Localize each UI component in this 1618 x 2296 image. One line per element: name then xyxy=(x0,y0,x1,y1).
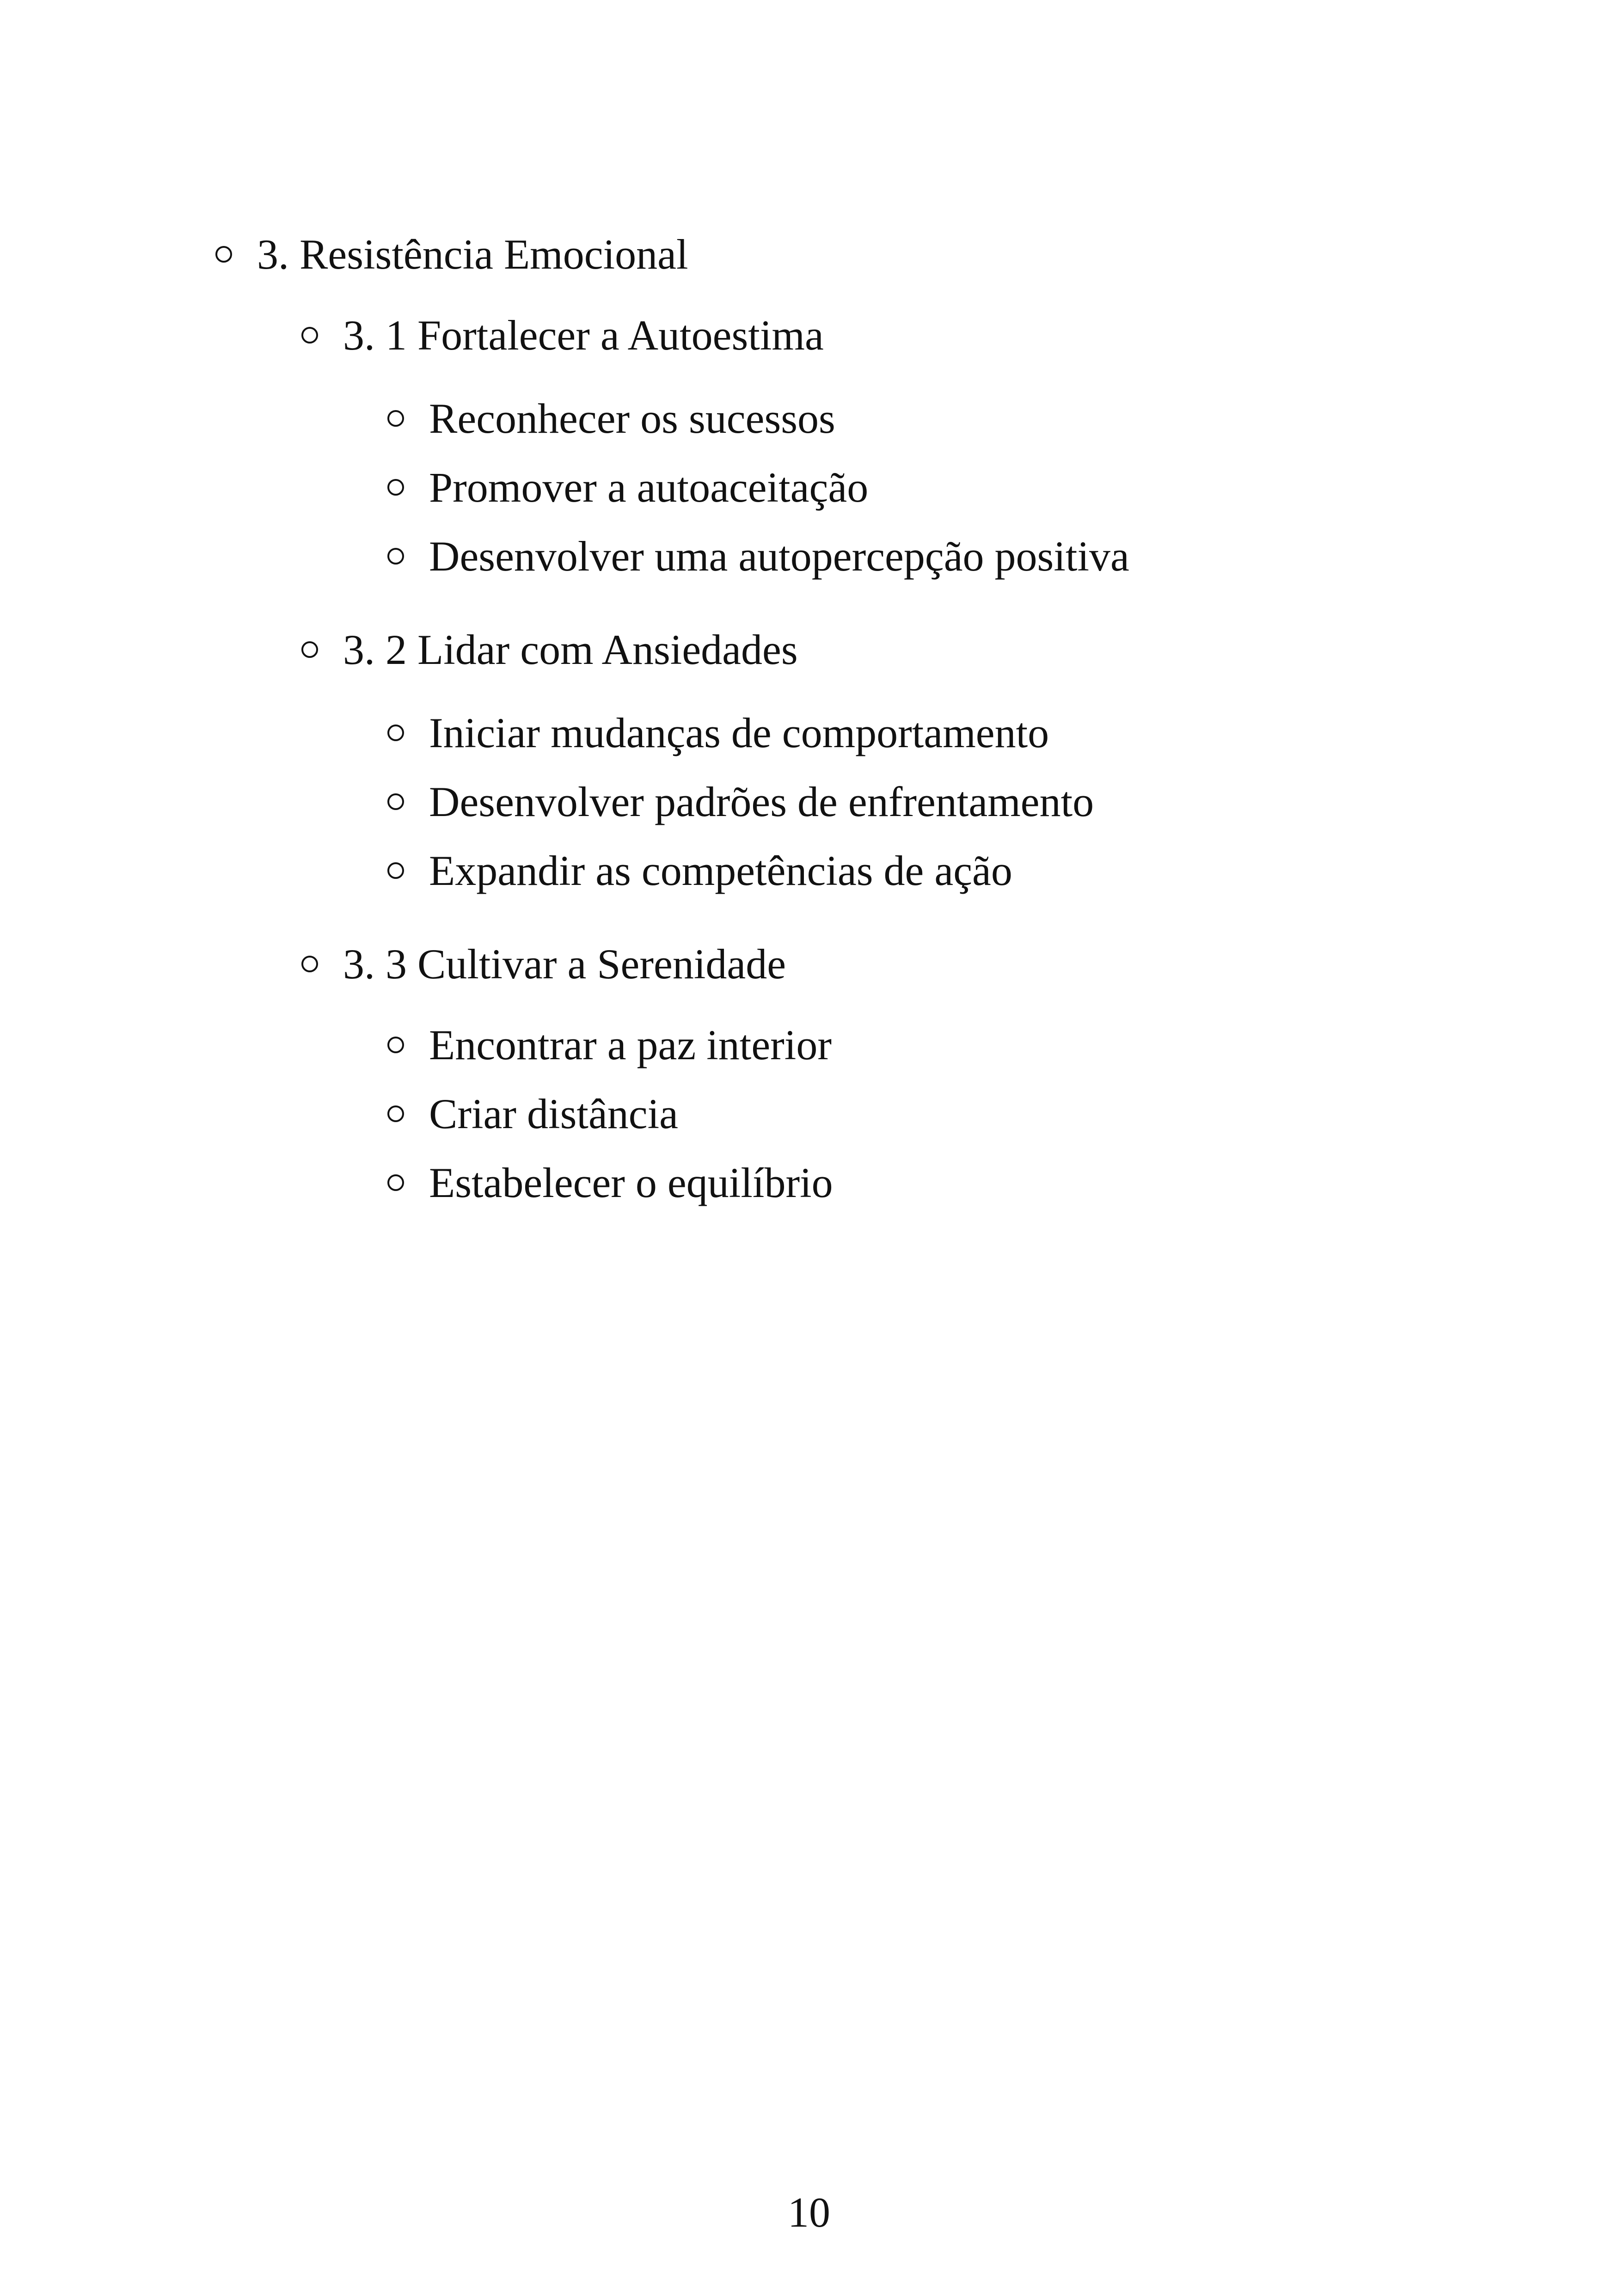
list-item-text: Expandir as competências de ação xyxy=(429,847,1012,894)
circle-bullet-icon xyxy=(387,1037,404,1053)
outline-subsection-item xyxy=(301,307,824,363)
circle-bullet-icon xyxy=(387,1174,404,1191)
circle-bullet-icon xyxy=(387,410,404,427)
circle-bullet-icon xyxy=(301,956,318,972)
outline-list-item xyxy=(387,774,1094,829)
circle-bullet-icon xyxy=(301,641,318,658)
outline-list-item xyxy=(387,528,1129,584)
list-item-text: Desenvolver padrões de enfrentamento xyxy=(429,778,1094,825)
list-item-text: Encontrar a paz interior xyxy=(429,1021,832,1068)
list-item-text: Estabelecer o equilíbrio xyxy=(429,1159,833,1206)
subsection-title: 3. 3 Cultivar a Serenidade xyxy=(343,940,786,988)
outline-list-item xyxy=(387,1017,832,1073)
outline-section-item xyxy=(215,227,688,282)
list-item-text: Criar distância xyxy=(429,1090,679,1137)
circle-bullet-icon xyxy=(387,548,404,565)
circle-bullet-icon xyxy=(301,327,318,344)
subsection-title: 3. 2 Lidar com Ansiedades xyxy=(343,626,798,673)
circle-bullet-icon xyxy=(387,724,404,741)
outline-subsection-item xyxy=(301,622,798,677)
list-item-text: Desenvolver uma autopercepção positiva xyxy=(429,533,1129,580)
outline-subsection-item xyxy=(301,936,786,992)
circle-bullet-icon xyxy=(387,793,404,810)
list-item-text: Iniciar mudanças de comportamento xyxy=(429,709,1049,756)
circle-bullet-icon xyxy=(387,862,404,879)
subsection-title: 3. 1 Fortalecer a Autoestima xyxy=(343,312,824,359)
outline-list-item xyxy=(387,1086,678,1142)
outline-list-item xyxy=(387,460,868,515)
outline-list-item xyxy=(387,391,835,446)
outline-list-item xyxy=(387,843,1012,898)
page-number: 10 xyxy=(788,2189,830,2236)
outline-list-item xyxy=(387,1155,833,1210)
outline-list-item xyxy=(387,705,1049,761)
list-item-text: Reconhecer os sucessos xyxy=(429,395,835,442)
section-title: 3. Resistência Emocional xyxy=(257,231,688,278)
list-item-text: Promover a autoaceitação xyxy=(429,464,869,511)
circle-bullet-icon xyxy=(387,1105,404,1122)
circle-bullet-icon xyxy=(387,479,404,496)
circle-bullet-icon xyxy=(215,246,232,263)
